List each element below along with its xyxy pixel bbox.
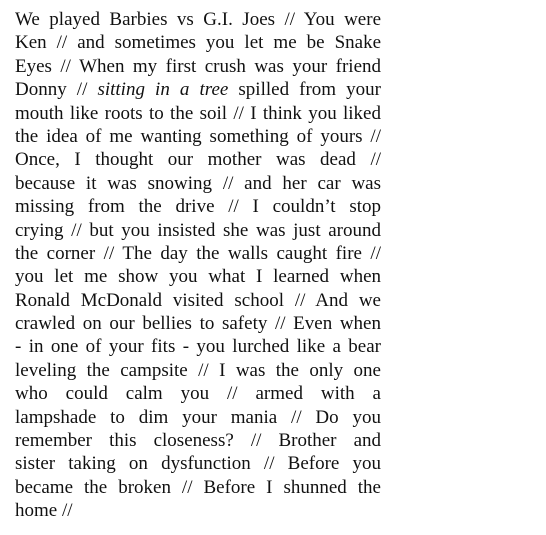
poem-line-20: sister taking on dysfunction // Before you bbox=[15, 453, 381, 475]
poem-line-4 bbox=[15, 78, 381, 101]
poem-text-block bbox=[15, 8, 381, 523]
poem-line-3: Eyes // When my first crush was your friend bbox=[15, 55, 381, 77]
poem-line-10: crying // but you insisted she was just around bbox=[15, 219, 381, 241]
poem-line-15: - in one of your fits - you lurched like a bear bbox=[15, 336, 381, 358]
poem-line-1: We played Barbies vs G.I. Joes // You were bbox=[15, 9, 381, 30]
poem-line-8: because it was snowing // and her car was bbox=[15, 172, 381, 194]
poem-line-5: mouth like roots to the soil // I think you liked bbox=[15, 102, 381, 124]
poem-line-4-after: spilled from your bbox=[228, 79, 381, 101]
poem-line-9: missing from the drive // I couldn’t stop bbox=[15, 196, 381, 218]
poem-line-14: crawled on our bellies to safety // Even when bbox=[15, 313, 381, 335]
poem-line-19: remember this closeness? // Brother and bbox=[15, 430, 381, 452]
poem-line-6: the idea of me wanting something of yours // bbox=[15, 125, 381, 147]
poem-line-4-italic: sitting in a tree bbox=[97, 79, 229, 101]
poem-line-13: Ronald McDonald visited school // And we bbox=[15, 289, 381, 311]
poem-line-12: you let me show you what I learned when bbox=[15, 266, 381, 288]
poem-line-18: lampshade to dim your mania // Do you bbox=[15, 406, 381, 428]
poem-line-16: leveling the campsite // I was the only one bbox=[15, 359, 381, 381]
poem-line-17: who could calm you // armed with a bbox=[15, 383, 381, 405]
poem-line-22: home // bbox=[15, 500, 73, 522]
poem-line-21: became the broken // Before I shunned the bbox=[15, 476, 381, 498]
poem-line-7: Once, I thought our mother was dead // bbox=[15, 149, 381, 171]
poem-line-11: the corner // The day the walls caught fire // bbox=[15, 242, 381, 264]
poem-line-2: Ken // and sometimes you let me be Snake bbox=[15, 32, 381, 54]
poem-line-4-before: Donny // bbox=[15, 79, 98, 101]
